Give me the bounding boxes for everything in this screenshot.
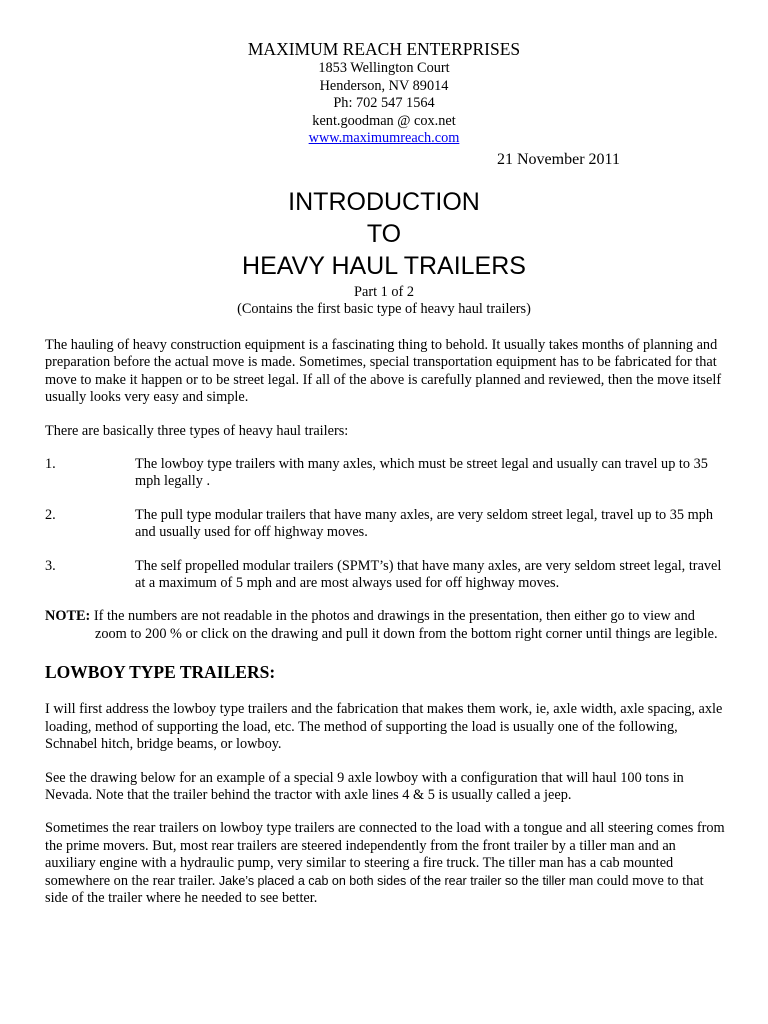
body-paragraph: I will first address the lowboy type trailers and the fabrication that makes them work, ie, axle width, axle spacing, axle loading, method of supporting the load, etc. The method of supporting the load is usually one of the following, Schnabel hitch, bridge beams, or lowboy. bbox=[45, 701, 723, 753]
website-link[interactable]: www.maximumreach.com bbox=[308, 130, 460, 146]
list-text: The self propelled modular trailers (SPMT’s) that have many axles, are very seldom street legal, travel at a maximum of 5 mph and are most always used for off highway moves. bbox=[135, 557, 722, 592]
address-line-1: 1853 Wellington Court bbox=[318, 60, 450, 76]
paragraph-text: could move to that side of the trailer where he needed to see better. bbox=[45, 872, 704, 906]
title-line-3: HEAVY HAUL TRAILERS bbox=[242, 252, 526, 280]
email-address: kent.goodman @ cox.net bbox=[312, 112, 456, 129]
phone-number: Ph: 702 547 1564 bbox=[333, 95, 435, 111]
note-paragraph bbox=[45, 608, 725, 643]
title-line-1: INTRODUCTION bbox=[288, 188, 480, 216]
list-number: 3. bbox=[45, 557, 56, 574]
note-label: NOTE: bbox=[45, 608, 91, 625]
note-text: If the numbers are not readable in the photos and drawings in the presentation, then either go to view and zoom to 200 % or click on the drawing and pull it down from the bottom right corner until things are legible. bbox=[90, 608, 718, 642]
body-paragraph: See the drawing below for an example of a special 9 axle lowboy with a configuration that will haul 100 tons in Nevada. Note that the trailer behind the tractor with axle lines 4 & 5 is usually called a jeep. bbox=[45, 769, 684, 803]
document-body bbox=[45, 337, 725, 923]
title-line-2: TO bbox=[366, 220, 402, 248]
part-description: (Contains the first basic type of heavy haul trailers) bbox=[237, 301, 531, 317]
company-name: MAXIMUM REACH ENTERPRISES bbox=[247, 39, 521, 59]
intro-paragraph: The hauling of heavy construction equipment is a fascinating thing to behold. It usually takes months of planning and preparation before the actual move is made. Sometimes, special transportation equipment has to be fabricated for that move to make it happen or to be street legal. If all of the above is carefully planned and reviewed, then the move itself usually looks very easy and simple. bbox=[45, 337, 722, 406]
list-item bbox=[45, 558, 725, 593]
list-item bbox=[45, 456, 725, 491]
list-number: 2. bbox=[45, 506, 56, 523]
section-heading: LOWBOY TYPE TRAILERS: bbox=[45, 662, 276, 683]
part-label: Part 1 of 2 bbox=[354, 284, 414, 300]
types-intro: There are basically three types of heavy haul trailers: bbox=[45, 422, 349, 439]
document-title bbox=[0, 186, 768, 282]
body-paragraph bbox=[45, 820, 725, 907]
paragraph-text-alt-font: Jake’s placed a cab on both sides of the rear trailer so the tiller man bbox=[218, 873, 594, 888]
list-text: The lowboy type trailers with many axles, which must be street legal and usually can travel up to 35 mph legally . bbox=[135, 456, 708, 490]
address-line-2: Henderson, NV 89014 bbox=[319, 77, 449, 94]
list-text: The pull type modular trailers that have many axles, are very seldom street legal, travel up to 35 mph and usually used for off highway moves. bbox=[135, 506, 714, 541]
list-number: 1. bbox=[45, 456, 56, 473]
paragraph-text: Sometimes the rear trailers on lowboy type trailers are connected to the load with a tongue and all steering comes from the prime movers. But, most rear trailers are steered independently from the front trailer by a tiller man and an auxiliary engine with a hydraulic pump, very similar to steering a fire truck. The tiller man has a cab mounted somewhere on the rear trailer. bbox=[45, 820, 725, 889]
document-date: 21 November 2011 bbox=[497, 151, 620, 168]
letterhead bbox=[0, 38, 768, 148]
document-subtitle bbox=[0, 284, 768, 318]
list-item bbox=[45, 507, 725, 542]
